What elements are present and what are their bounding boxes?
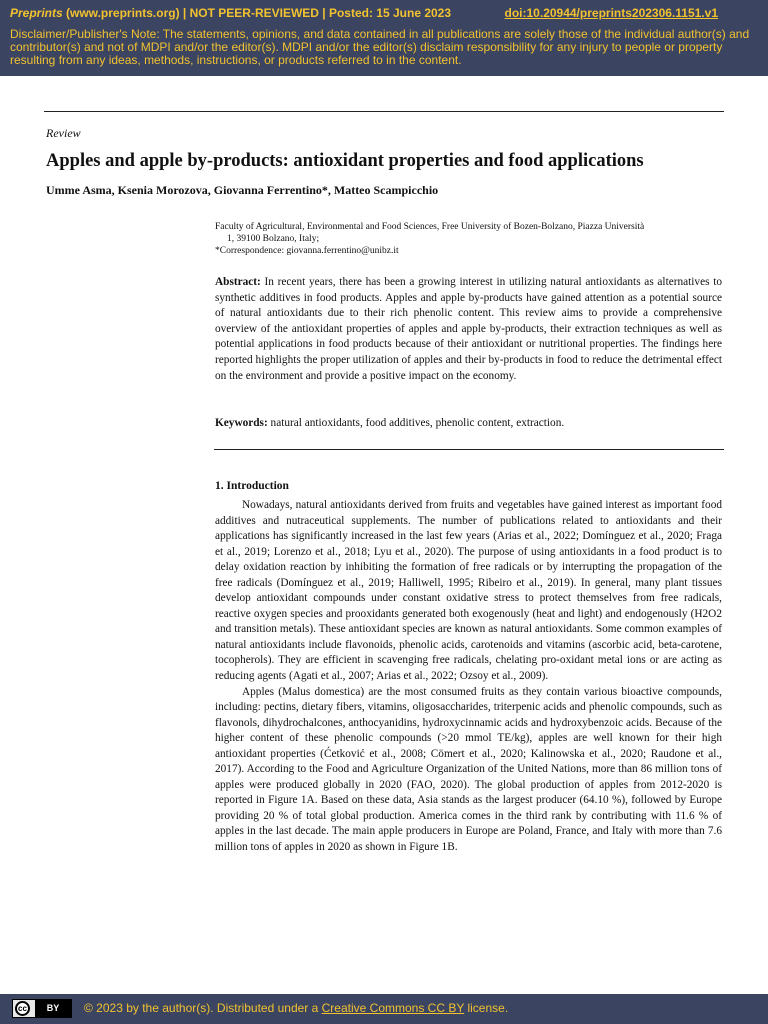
top-divider (44, 111, 724, 112)
license-suffix: license. (464, 1001, 509, 1015)
body-paragraph: Apples (Malus domestica) are the most consumed fruits as they contain various bioactive compounds, including: pectins, dietary fibers, vitamins, oligosaccharides, triterpenic acids and phenolic compounds, such as flavonols, dihydrochalcones, anthocyanidins, hydroxycinnamic acids and hydroxybenzoic acids. Because of the higher content of these phenolic compounds (>20 mmol TE/kg), apples are well known for their high antioxidant properties (Ćetković et al., 2008; Cömert et al., 2020; Kalinowska et al., 2020; Raudone et al., 2017). According to the Food and Agriculture Organization of the United Nations, more than 86 million tons of apples were produced globally in 2020 (FAO, 2020). The global production of apples from 2012-2020 is reported in Figure 1A. Based on these data, Asia stands as the largest producer (64.10 %), followed by Europe providing 20 % of total global production. America comes in the third rank by contributing with 11.6 % of apples in the last decade. The main apple producers in Europe are Poland, France, and Italy with more than 7.6 million tons of apples in 2020 as shown in Figure 1B. (215, 685, 722, 854)
correspondence-line: *Correspondence: giovanna.ferrentino@unibz.it (215, 246, 399, 256)
introduction-body (215, 498, 722, 856)
affiliation-block (215, 221, 725, 257)
license-footer (0, 994, 768, 1024)
keywords-label: Keywords: (215, 417, 268, 429)
banner-status: (www.preprints.org) | NOT PEER-REVIEWED | Posted: 15 June 2023 (62, 6, 452, 20)
abstract-divider (214, 449, 724, 450)
banner-header (10, 6, 451, 20)
abstract-label: Abstract: (215, 276, 261, 288)
by-label: BY (35, 1000, 71, 1017)
license-text (84, 1001, 508, 1015)
keywords-text: natural antioxidants, food additives, phenolic content, extraction. (267, 417, 565, 429)
affiliation-line: Faculty of Agricultural, Environmental and Food Sciences, Free University of Bozen-Bolzano, Piazza Università (215, 222, 645, 232)
cc-logo-icon: cc (15, 1001, 30, 1016)
doi-link[interactable]: doi:10.20944/preprints202306.1151.v1 (504, 6, 718, 20)
keywords (215, 416, 722, 432)
affiliation-line: 1, 39100 Bolzano, Italy; (227, 234, 320, 244)
abstract-text: In recent years, there has been a growing interest in utilizing natural antioxidants as alternatives to synthetic additives in food products. Apples and apple by-products have gained attention as a potential source of natural antioxidants due to their rich phenolic content. This review aims to provide a comprehensive overview of the antioxidant properties of apples and apple by-products, their extraction techniques as well as potential applications in food products because of their antioxidant or nutritional properties. The findings here reported highlights the proper utilization of apples and their by-products in food to reduce the detrimental effect on the environment and provide a positive impact on the economy. (215, 276, 722, 382)
body-paragraph: Nowadays, natural antioxidants derived from fruits and vegetables have gained interest as important food additives and nutraceutical supplements. The number of publications related to antioxidants and their applications has significantly increased in the last few years (Arias et al., 2022; Domínguez et al., 2020; Fraga et al., 2019; Lorenzo et al., 2018; Lyu et al., 2020). The purpose of using antioxidants in a food product is to delay oxidation reaction by inhibiting the formation of free radicals or by interrupting the propagation of the free radicals (Domínguez et al., 2019; Halliwell, 1995; Ribeiro et al., 2019). In general, many plant tissues develop antioxidant compounds under constant oxidative stress to protect themselves from free radicals, reactive oxygen species and prooxidants generated both exogenously (heat and light) and endogenously (H2O2 and transition metals). These antioxidant species are known as natural antioxidants. Some common examples of natural antioxidants include flavonoids, phenolic acids, carotenoids and vitamins (ascorbic acid, beta-carotene, tocopherols). They are efficient in scavenging free radicals, chelating pro-oxidant metal ions or are acting as reducing agents (Agati et al., 2007; Arias et al., 2022; Ozsoy et al., 2009). (215, 499, 722, 683)
article-type: Review (46, 126, 81, 140)
disclaimer-text: Disclaimer/Publisher's Note: The statements, opinions, and data contained in all publications are solely those of the individual author(s) and contributor(s) and not of MDPI and/or the editor(s). MDPI and/or the editor(s) disclaim responsibility for any injury to people or property resulting from any ideas, methods, instructions, or products referred to in the content. (10, 27, 750, 67)
preprints-brand: Preprints (10, 6, 63, 20)
article-title: Apples and apple by-products: antioxidant properties and food applications (46, 151, 644, 171)
section-heading: 1. Introduction (215, 480, 289, 492)
preprint-banner (0, 0, 768, 76)
abstract (215, 275, 722, 384)
license-link[interactable]: Creative Commons CC BY (321, 1001, 465, 1015)
author-list: Umme Asma, Ksenia Morozova, Giovanna Ferrentino*, Matteo Scampicchio (46, 183, 439, 197)
license-prefix: © 2023 by the author(s). Distributed under a (84, 1001, 322, 1015)
cc-by-badge-icon[interactable] (12, 999, 72, 1018)
